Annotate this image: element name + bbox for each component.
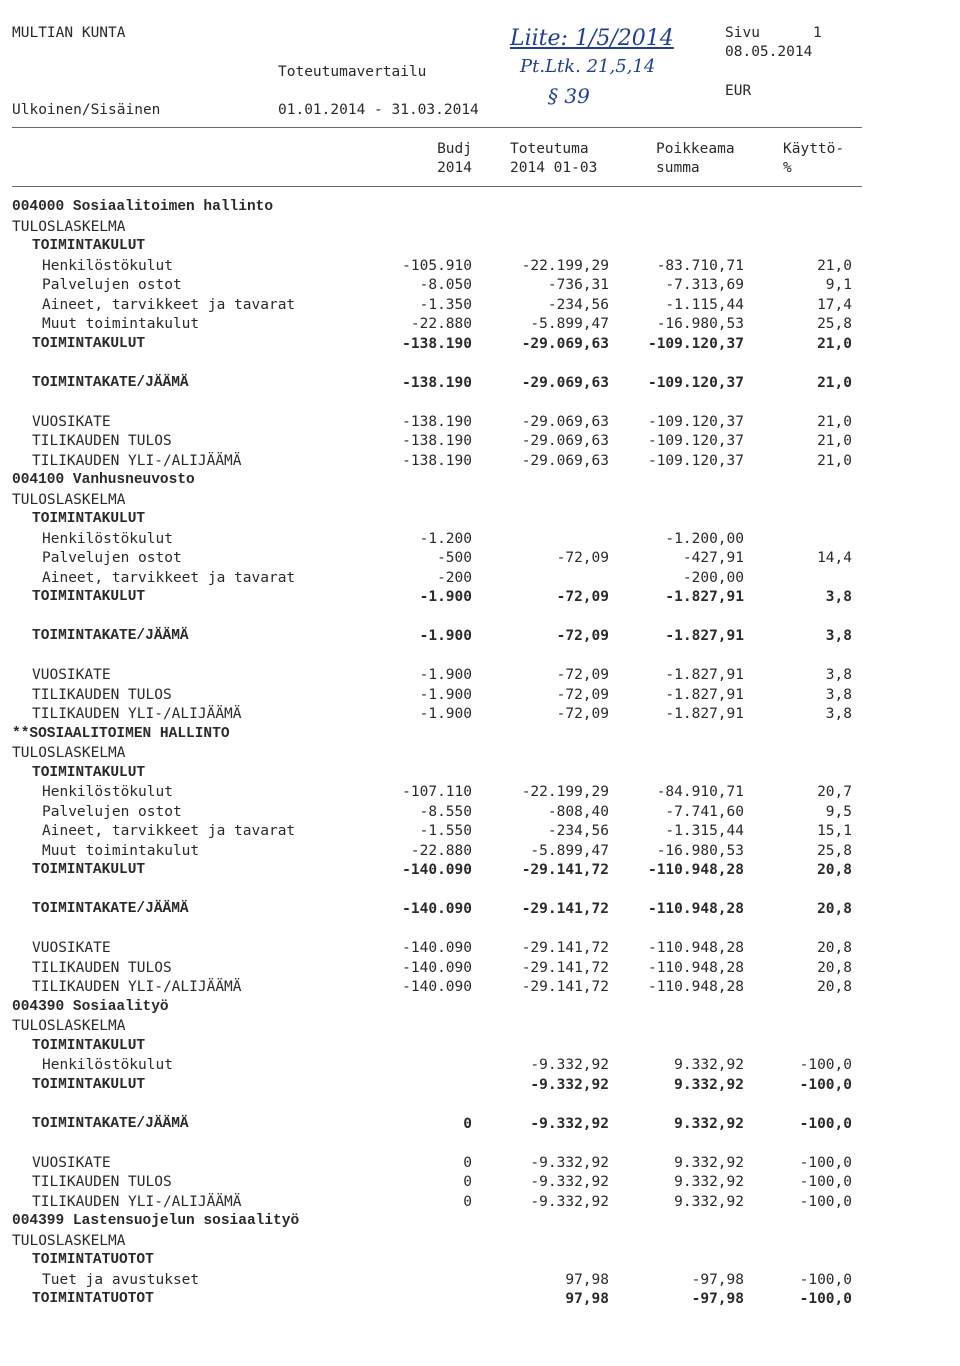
row-usage-percent: 9,5 (825, 803, 852, 820)
row-actual-value: -72,09 (556, 686, 609, 703)
row-label: VUOSIKATE (32, 667, 111, 683)
report-row (0, 491, 960, 509)
row-usage-percent: -100,0 (799, 1154, 852, 1171)
handwritten-section-note: § 39 (548, 84, 590, 108)
report-row (0, 549, 960, 567)
row-label: Aineet, tarvikkeet ja tavarat (42, 569, 296, 586)
row-actual-value: -234,56 (547, 296, 609, 313)
row-label: Palvelujen ostot (42, 550, 182, 566)
row-actual-value: -9.332,92 (530, 1057, 609, 1073)
row-label: TOIMINTAKATE/JÄÄMÄ (32, 901, 189, 917)
row-label: Muut toimintakulut (42, 316, 200, 332)
report-row (0, 1290, 960, 1308)
row-usage-percent: 20,8 (817, 901, 852, 917)
row-budget-value: -200 (437, 569, 472, 586)
report-row (0, 881, 960, 899)
row-label: 004000 Sosiaalitoimen hallinto (12, 199, 274, 215)
row-label: TULOSLASKELMA (12, 745, 126, 761)
row-budget-value: -500 (437, 550, 472, 566)
row-label: Henkilöstökulut (42, 1057, 173, 1073)
row-actual-value: -5.899,47 (530, 842, 609, 859)
report-row (0, 237, 960, 255)
row-label: Palvelujen ostot (42, 803, 182, 820)
row-variance-value: -1.827,91 (665, 589, 744, 605)
header-bottom-rule (12, 186, 862, 187)
report-row (0, 1037, 960, 1055)
row-label: TOIMINTAKULUT (32, 1076, 146, 1093)
report-row (0, 432, 960, 450)
row-actual-value: -5.899,47 (530, 316, 609, 332)
report-row (0, 588, 960, 606)
report-row (0, 257, 960, 275)
report-row (0, 783, 960, 801)
row-variance-value: -109.120,37 (647, 335, 744, 352)
row-usage-percent: 20,8 (817, 940, 852, 956)
row-label: 004390 Sosiaalityö (12, 998, 169, 1015)
row-actual-value: -29.141,72 (521, 979, 609, 995)
row-usage-percent: 3,8 (825, 686, 852, 703)
row-variance-value: -83.710,71 (656, 257, 744, 274)
row-actual-value: -72,09 (556, 706, 609, 722)
report-row (0, 744, 960, 762)
report-row (0, 315, 960, 333)
row-usage-percent: 25,8 (817, 316, 852, 332)
row-label: TOIMINTATUOTOT (32, 1291, 154, 1307)
row-label: TOIMINTAKATE/JÄÄMÄ (32, 628, 189, 644)
row-actual-value: -9.332,92 (530, 1193, 609, 1210)
report-row (0, 1232, 960, 1250)
col-header-poikkeama-1: Poikkeama (656, 141, 735, 157)
report-row (0, 218, 960, 236)
row-budget-value: 0 (463, 1193, 472, 1210)
report-row (0, 1173, 960, 1191)
col-header-kaytto-1: Käyttö- (783, 141, 845, 157)
report-row (0, 452, 960, 470)
row-usage-percent: 9,1 (825, 277, 852, 293)
row-label: TOIMINTAKULUT (32, 764, 146, 781)
row-usage-percent: 21,0 (817, 452, 852, 469)
row-label: TOIMINTATUOTOT (32, 1252, 154, 1268)
row-variance-value: -109.120,37 (647, 433, 744, 449)
row-label: Henkilöstökulut (42, 257, 173, 274)
currency-label: EUR (725, 83, 752, 99)
row-label: Henkilöstökulut (42, 530, 173, 547)
row-actual-value: 97,98 (565, 1271, 609, 1288)
row-variance-value: -109.120,37 (647, 452, 744, 469)
row-actual-value: -9.332,92 (530, 1115, 609, 1132)
row-budget-value: -1.900 (419, 628, 472, 644)
row-actual-value: -72,09 (556, 628, 609, 644)
row-variance-value: -1.827,91 (665, 628, 744, 644)
organization-name: MULTIAN KUNTA (12, 25, 126, 41)
row-label: 004399 Lastensuojelun sosiaalityö (12, 1213, 300, 1229)
row-usage-percent: -100,0 (799, 1076, 852, 1093)
row-variance-value: -110.948,28 (647, 959, 744, 976)
row-budget-value: -140.090 (402, 979, 472, 995)
row-label: Muut toimintakulut (42, 842, 200, 859)
report-row (0, 276, 960, 294)
row-budget-value: -138.190 (402, 335, 472, 352)
row-actual-value: -9.332,92 (530, 1154, 609, 1171)
report-row (0, 1154, 960, 1172)
report-row (0, 1115, 960, 1133)
row-variance-value: -1.315,44 (665, 823, 744, 839)
report-row (0, 1212, 960, 1230)
row-variance-value: -427,91 (682, 550, 744, 566)
report-row (0, 471, 960, 489)
row-actual-value: -72,09 (556, 550, 609, 566)
row-actual-value: -29.069,63 (521, 335, 609, 352)
row-label: TOIMINTAKULUT (32, 589, 146, 605)
row-usage-percent: 20,7 (817, 784, 852, 800)
col-header-kaytto-2: % (783, 160, 792, 176)
row-variance-value: -1.827,91 (665, 667, 744, 683)
row-budget-value: -1.350 (419, 296, 472, 313)
row-variance-value: -7.313,69 (665, 277, 744, 293)
row-actual-value: 97,98 (565, 1291, 609, 1307)
row-budget-value: -138.190 (402, 413, 472, 430)
report-row (0, 608, 960, 626)
row-budget-value: -22.880 (410, 842, 472, 859)
row-variance-value: -1.115,44 (665, 296, 744, 313)
row-actual-value: -29.069,63 (521, 452, 609, 469)
row-budget-value: -140.090 (402, 940, 472, 956)
row-label: Tuet ja avustukset (42, 1271, 200, 1288)
row-usage-percent: 21,0 (817, 413, 852, 430)
report-row (0, 764, 960, 782)
row-variance-value: -110.948,28 (647, 901, 744, 917)
report-period: 01.01.2014 - 31.03.2014 (278, 102, 479, 118)
row-label: TOIMINTAKATE/JÄÄMÄ (32, 374, 189, 391)
row-budget-value: -140.090 (402, 959, 472, 976)
row-label: TOIMINTAKULUT (32, 1037, 146, 1054)
row-label: Henkilöstökulut (42, 784, 173, 800)
row-actual-value: -29.141,72 (521, 862, 609, 878)
row-usage-percent: 3,8 (825, 667, 852, 683)
report-row (0, 1251, 960, 1269)
report-row (0, 686, 960, 704)
report-row (0, 296, 960, 314)
row-usage-percent: 21,0 (817, 374, 852, 391)
row-label: VUOSIKATE (32, 1154, 111, 1171)
row-label: TILIKAUDEN YLI-/ALIJÄÄMÄ (32, 452, 242, 469)
row-budget-value: -1.200 (419, 530, 472, 547)
report-row (0, 374, 960, 392)
report-row (0, 627, 960, 645)
row-budget-value: -1.900 (419, 686, 472, 703)
row-label: TOIMINTAKATE/JÄÄMÄ (32, 1115, 189, 1132)
row-label: TOIMINTAKULUT (32, 862, 146, 878)
row-label: VUOSIKATE (32, 413, 111, 430)
row-actual-value: -736,31 (547, 277, 609, 293)
row-actual-value: -9.332,92 (530, 1076, 609, 1093)
report-row (0, 647, 960, 665)
row-budget-value: -140.090 (402, 901, 472, 917)
report-row (0, 393, 960, 411)
report-row (0, 842, 960, 860)
header-top-rule (12, 127, 862, 128)
row-label: Aineet, tarvikkeet ja tavarat (42, 296, 296, 313)
row-usage-percent: -100,0 (799, 1291, 852, 1307)
row-actual-value: -29.141,72 (521, 940, 609, 956)
row-variance-value: 9.332,92 (674, 1115, 744, 1132)
row-label: **SOSIAALITOIMEN HALLINTO (12, 725, 230, 742)
row-variance-value: 9.332,92 (674, 1174, 744, 1190)
row-label: TILIKAUDEN YLI-/ALIJÄÄMÄ (32, 706, 242, 722)
row-label: TILIKAUDEN TULOS (32, 1174, 172, 1190)
row-actual-value: -9.332,92 (530, 1174, 609, 1190)
row-variance-value: -110.948,28 (647, 979, 744, 995)
row-actual-value: -234,56 (547, 823, 609, 839)
row-actual-value: -808,40 (547, 803, 609, 820)
row-variance-value: -1.200,00 (665, 530, 744, 547)
col-header-toteutuma-1: Toteutuma (510, 141, 589, 157)
row-usage-percent: 3,8 (825, 706, 852, 722)
row-budget-value: 0 (463, 1154, 472, 1171)
row-variance-value: -200,00 (682, 569, 744, 586)
row-budget-value: -105.910 (402, 257, 472, 274)
row-budget-value: -8.550 (419, 803, 472, 820)
report-scope: Ulkoinen/Sisäinen (12, 102, 161, 118)
row-variance-value: -110.948,28 (647, 940, 744, 956)
row-label: TILIKAUDEN TULOS (32, 433, 172, 449)
report-row (0, 510, 960, 528)
row-actual-value: -29.069,63 (521, 433, 609, 449)
row-budget-value: -1.550 (419, 823, 472, 839)
row-budget-value: -8.050 (419, 277, 472, 293)
row-usage-percent: -100,0 (799, 1174, 852, 1190)
col-header-budj-2: 2014 (437, 160, 472, 176)
col-header-budj-1: Budj (437, 141, 472, 157)
report-row (0, 530, 960, 548)
row-actual-value: -29.141,72 (521, 959, 609, 976)
report-row (0, 959, 960, 977)
col-header-toteutuma-2: 2014 01-03 (510, 160, 598, 176)
report-row (0, 335, 960, 353)
row-variance-value: 9.332,92 (674, 1193, 744, 1210)
report-row (0, 1095, 960, 1113)
row-usage-percent: 21,0 (817, 433, 852, 449)
row-variance-value: -1.827,91 (665, 686, 744, 703)
report-row (0, 666, 960, 684)
row-label: TULOSLASKELMA (12, 218, 126, 235)
report-row (0, 725, 960, 743)
row-label: TOIMINTAKULUT (32, 335, 146, 352)
row-usage-percent: -100,0 (799, 1271, 852, 1288)
row-label: Palvelujen ostot (42, 277, 182, 293)
report-row (0, 920, 960, 938)
row-actual-value: -29.069,63 (521, 413, 609, 430)
row-label: VUOSIKATE (32, 940, 111, 956)
row-variance-value: -84.910,71 (656, 784, 744, 800)
row-budget-value: -1.900 (419, 589, 472, 605)
row-usage-percent: 20,8 (817, 979, 852, 995)
report-title: Toteutumavertailu (278, 64, 427, 80)
row-usage-percent: 20,8 (817, 959, 852, 976)
row-label: Aineet, tarvikkeet ja tavarat (42, 823, 296, 839)
row-budget-value: -138.190 (402, 374, 472, 391)
report-row (0, 1017, 960, 1035)
col-header-poikkeama-2: summa (656, 160, 700, 176)
row-budget-value: -22.880 (410, 316, 472, 332)
row-budget-value: 0 (463, 1115, 472, 1132)
row-usage-percent: 3,8 (825, 589, 852, 605)
row-usage-percent: 3,8 (825, 628, 852, 644)
row-usage-percent: 25,8 (817, 842, 852, 859)
handwritten-meeting-note: Pt.Ltk. 21,5,14 (520, 56, 656, 77)
row-actual-value: -29.141,72 (521, 901, 609, 917)
row-variance-value: -109.120,37 (647, 374, 744, 391)
report-row (0, 900, 960, 918)
handwritten-attachment-note: Liite: 1/5/2014 (510, 26, 674, 51)
row-usage-percent: 21,0 (817, 335, 852, 352)
report-row (0, 354, 960, 372)
row-usage-percent: 17,4 (817, 296, 852, 313)
report-row (0, 861, 960, 879)
report-date: 08.05.2014 (725, 44, 813, 60)
row-actual-value: -22.199,29 (521, 257, 609, 274)
row-actual-value: -72,09 (556, 589, 609, 605)
row-budget-value: -1.900 (419, 706, 472, 722)
row-variance-value: -7.741,60 (665, 803, 744, 820)
report-row (0, 822, 960, 840)
row-variance-value: -97,98 (691, 1291, 744, 1307)
row-label: TOIMINTAKULUT (32, 238, 146, 254)
row-usage-percent: 14,4 (817, 550, 852, 566)
row-actual-value: -72,09 (556, 667, 609, 683)
row-budget-value: -138.190 (402, 433, 472, 449)
row-variance-value: -16.980,53 (656, 842, 744, 859)
row-usage-percent: 15,1 (817, 823, 852, 839)
page-number: 1 (813, 25, 822, 41)
row-variance-value: -110.948,28 (647, 862, 744, 878)
row-usage-percent: -100,0 (799, 1115, 852, 1132)
report-row (0, 803, 960, 821)
report-row (0, 1271, 960, 1289)
report-row (0, 198, 960, 216)
row-actual-value: -22.199,29 (521, 784, 609, 800)
row-label: TULOSLASKELMA (12, 491, 126, 508)
row-label: TULOSLASKELMA (12, 1018, 126, 1034)
row-variance-value: 9.332,92 (674, 1076, 744, 1093)
row-variance-value: -16.980,53 (656, 316, 744, 332)
row-usage-percent: -100,0 (799, 1057, 852, 1073)
row-usage-percent: -100,0 (799, 1193, 852, 1210)
report-row (0, 705, 960, 723)
report-row (0, 1134, 960, 1152)
report-row (0, 939, 960, 957)
row-label: TULOSLASKELMA (12, 1232, 126, 1249)
report-row (0, 1193, 960, 1211)
row-label: 004100 Vanhusneuvosto (12, 472, 195, 488)
row-budget-value: -140.090 (402, 862, 472, 878)
row-label: TILIKAUDEN TULOS (32, 686, 172, 703)
row-budget-value: -1.900 (419, 667, 472, 683)
report-row (0, 978, 960, 996)
row-budget-value: 0 (463, 1174, 472, 1190)
report-row (0, 413, 960, 431)
row-usage-percent: 21,0 (817, 257, 852, 274)
row-label: TILIKAUDEN YLI-/ALIJÄÄMÄ (32, 979, 242, 995)
row-label: TILIKAUDEN YLI-/ALIJÄÄMÄ (32, 1193, 242, 1210)
row-actual-value: -29.069,63 (521, 374, 609, 391)
row-budget-value: -138.190 (402, 452, 472, 469)
report-row (0, 1056, 960, 1074)
row-variance-value: 9.332,92 (674, 1154, 744, 1171)
row-variance-value: -97,98 (691, 1271, 744, 1288)
page-label: Sivu (725, 25, 760, 41)
report-row (0, 998, 960, 1016)
row-usage-percent: 20,8 (817, 862, 852, 878)
row-label: TILIKAUDEN TULOS (32, 959, 172, 976)
row-variance-value: 9.332,92 (674, 1057, 744, 1073)
report-row (0, 1076, 960, 1094)
row-variance-value: -1.827,91 (665, 706, 744, 722)
row-budget-value: -107.110 (402, 784, 472, 800)
report-row (0, 569, 960, 587)
row-label: TOIMINTAKULUT (32, 511, 146, 527)
row-variance-value: -109.120,37 (647, 413, 744, 430)
